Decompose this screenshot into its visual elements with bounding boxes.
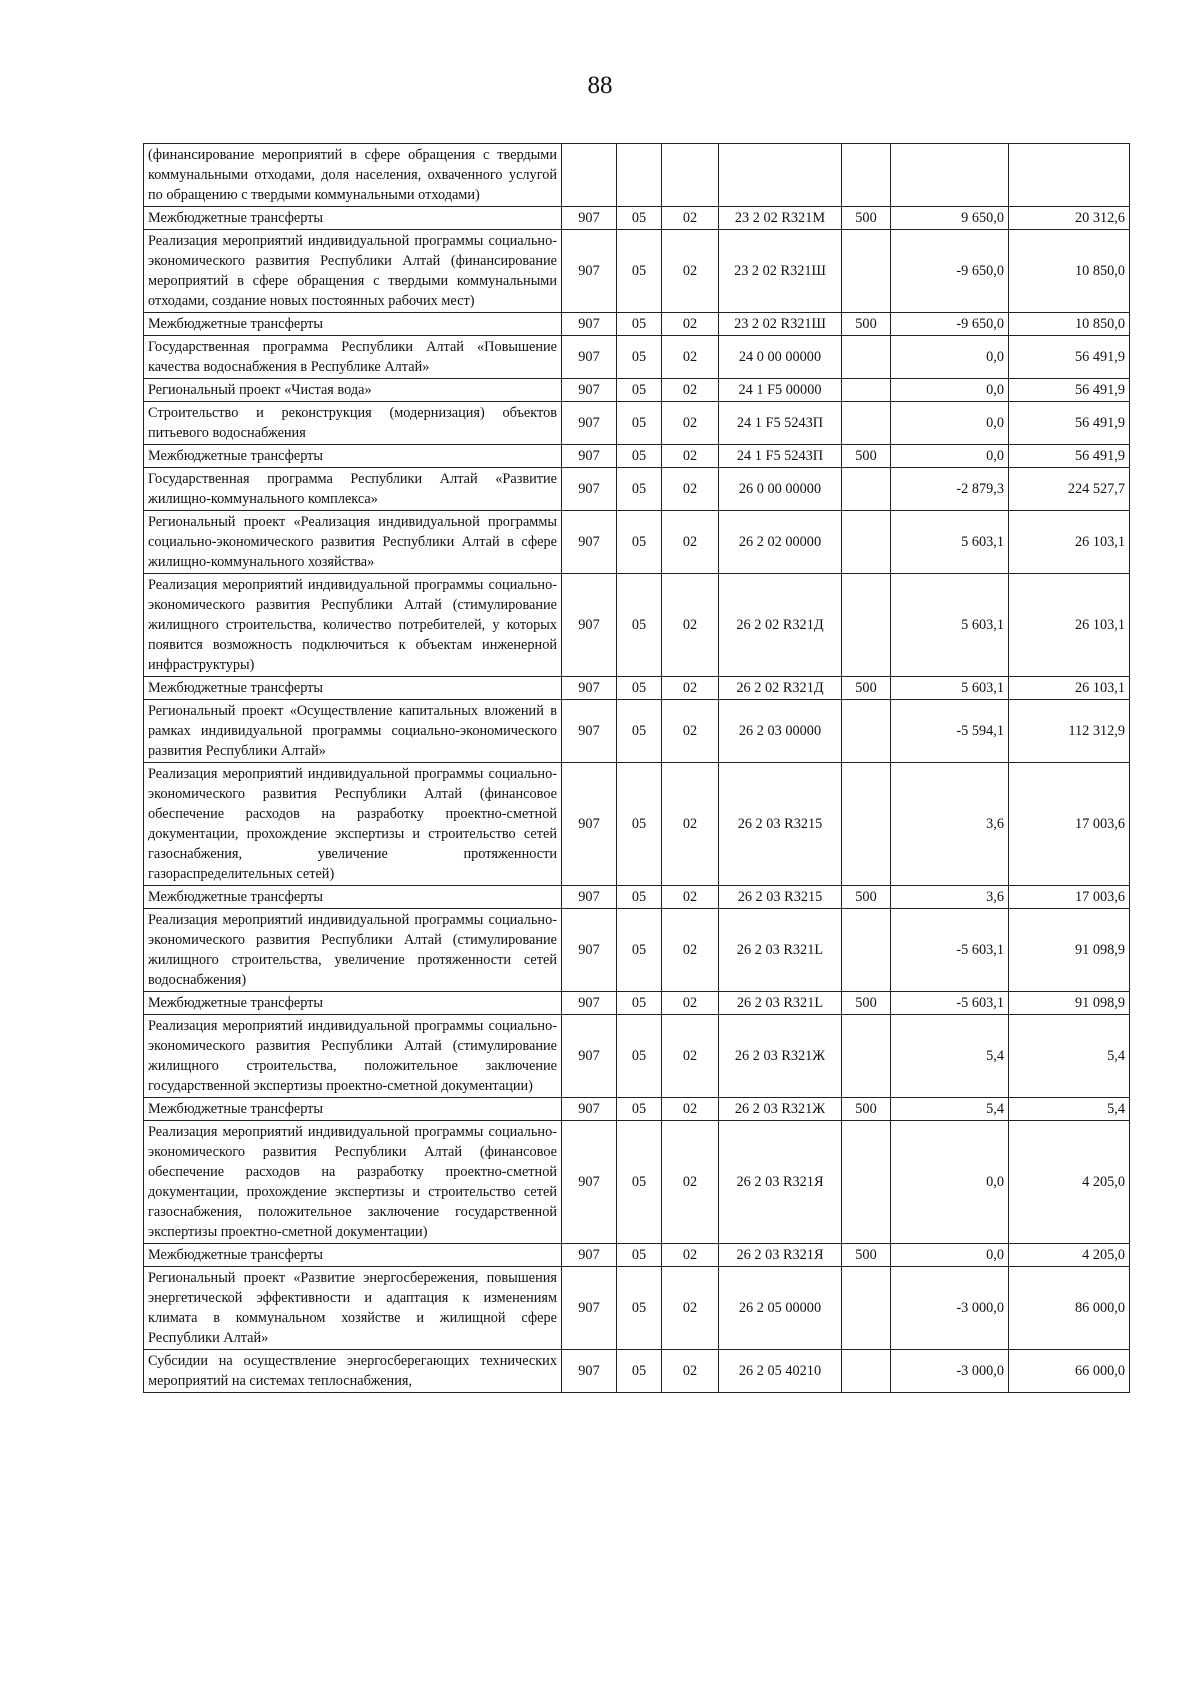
total-amount-cell: 86 000,0: [1009, 1267, 1130, 1350]
change-amount-cell: -9 650,0: [891, 313, 1009, 336]
expense-type-cell: [842, 379, 891, 402]
total-amount-cell: 4 205,0: [1009, 1244, 1130, 1267]
change-amount-cell: -5 603,1: [891, 992, 1009, 1015]
change-amount-cell: 9 650,0: [891, 207, 1009, 230]
total-amount-cell: 17 003,6: [1009, 763, 1130, 886]
expense-type-cell: [842, 1121, 891, 1244]
change-amount-cell: -5 603,1: [891, 909, 1009, 992]
subsection-cell: 02: [662, 1244, 719, 1267]
expense-type-cell: 500: [842, 886, 891, 909]
subsection-cell: 02: [662, 445, 719, 468]
table-row: [144, 207, 1130, 230]
section-cell: 05: [617, 313, 662, 336]
subsection-cell: 02: [662, 336, 719, 379]
description-cell: Региональный проект «Реализация индивидуальной программы социально-экономического развития Республики Алтай в сфере жилищно-коммунального хозяйства»: [144, 511, 562, 574]
admin-code-cell: 907: [562, 1098, 617, 1121]
admin-code-cell: 907: [562, 313, 617, 336]
description-cell: Субсидии на осуществление энергосберегающих технических мероприятий на системах теплоснабжения,: [144, 1350, 562, 1393]
page-number: 88: [587, 72, 613, 99]
total-amount-cell: 26 103,1: [1009, 511, 1130, 574]
total-amount-cell: 20 312,6: [1009, 207, 1130, 230]
table-row: [144, 1098, 1130, 1121]
expense-type-cell: [842, 574, 891, 677]
admin-code-cell: 907: [562, 230, 617, 313]
target-article-cell: 23 2 02 R321М: [719, 207, 842, 230]
table-row: [144, 1267, 1130, 1350]
change-amount-cell: 5 603,1: [891, 574, 1009, 677]
description-cell: (финансирование мероприятий в сфере обращения с твердыми коммунальными отходами, доля населения, охваченного услугой по обращению с твердыми коммунальными отходами): [144, 144, 562, 207]
section-cell: 05: [617, 677, 662, 700]
target-article-cell: 26 2 02 00000: [719, 511, 842, 574]
total-amount-cell: 26 103,1: [1009, 574, 1130, 677]
table-row: [144, 379, 1130, 402]
subsection-cell: 02: [662, 230, 719, 313]
target-article-cell: 23 2 02 R321Ш: [719, 313, 842, 336]
expense-type-cell: 500: [842, 1098, 891, 1121]
admin-code-cell: 907: [562, 511, 617, 574]
section-cell: 05: [617, 909, 662, 992]
total-amount-cell: 56 491,9: [1009, 445, 1130, 468]
subsection-cell: 02: [662, 700, 719, 763]
admin-code-cell: 907: [562, 677, 617, 700]
change-amount-cell: 0,0: [891, 1244, 1009, 1267]
table-row: [144, 763, 1130, 886]
change-amount-cell: -5 594,1: [891, 700, 1009, 763]
table-row: [144, 1015, 1130, 1098]
subsection-cell: 02: [662, 886, 719, 909]
table-row: [144, 336, 1130, 379]
target-article-cell: 26 2 03 R321Я: [719, 1121, 842, 1244]
admin-code-cell: 907: [562, 574, 617, 677]
total-amount-cell: 56 491,9: [1009, 336, 1130, 379]
description-cell: Межбюджетные трансферты: [144, 886, 562, 909]
section-cell: 05: [617, 445, 662, 468]
admin-code-cell: 907: [562, 402, 617, 445]
subsection-cell: 02: [662, 379, 719, 402]
section-cell: 05: [617, 763, 662, 886]
admin-code-cell: 907: [562, 1121, 617, 1244]
admin-code-cell: 907: [562, 468, 617, 511]
expense-type-cell: [842, 336, 891, 379]
expense-type-cell: [842, 144, 891, 207]
section-cell: 05: [617, 1267, 662, 1350]
section-cell: 05: [617, 1244, 662, 1267]
target-article-cell: 26 2 03 R321L: [719, 909, 842, 992]
table-row: [144, 1350, 1130, 1393]
description-cell: Реализация мероприятий индивидуальной программы социально-экономического развития Республики Алтай (финансирование мероприятий в сфере обращения с твердыми коммунальными отходами, создание новых постоянных рабочих мест): [144, 230, 562, 313]
target-article-cell: 26 2 03 00000: [719, 700, 842, 763]
section-cell: 05: [617, 1015, 662, 1098]
description-cell: Региональный проект «Чистая вода»: [144, 379, 562, 402]
subsection-cell: 02: [662, 763, 719, 886]
description-cell: Реализация мероприятий индивидуальной программы социально-экономического развития Республики Алтай (финансовое обеспечение расходов на разработку проектно-сметной документации, прохождение экспертизы и строительство сетей газоснабжения, увеличение протяженности газораспределительных сетей): [144, 763, 562, 886]
section-cell: 05: [617, 336, 662, 379]
description-cell: Межбюджетные трансферты: [144, 445, 562, 468]
change-amount-cell: -9 650,0: [891, 230, 1009, 313]
total-amount-cell: 5,4: [1009, 1098, 1130, 1121]
section-cell: 05: [617, 1098, 662, 1121]
table-row: [144, 230, 1130, 313]
admin-code-cell: 907: [562, 1267, 617, 1350]
expense-type-cell: 500: [842, 1244, 891, 1267]
section-cell: 05: [617, 1121, 662, 1244]
change-amount-cell: 3,6: [891, 763, 1009, 886]
expense-type-cell: [842, 700, 891, 763]
section-cell: 05: [617, 700, 662, 763]
target-article-cell: 26 2 05 40210: [719, 1350, 842, 1393]
admin-code-cell: 907: [562, 763, 617, 886]
total-amount-cell: 91 098,9: [1009, 909, 1130, 992]
target-article-cell: 26 2 03 R321L: [719, 992, 842, 1015]
admin-code-cell: 907: [562, 992, 617, 1015]
table-row: [144, 445, 1130, 468]
description-cell: Государственная программа Республики Алтай «Развитие жилищно-коммунального комплекса»: [144, 468, 562, 511]
expense-type-cell: [842, 909, 891, 992]
section-cell: 05: [617, 402, 662, 445]
expense-type-cell: 500: [842, 207, 891, 230]
expense-type-cell: 500: [842, 992, 891, 1015]
table-row: [144, 886, 1130, 909]
subsection-cell: 02: [662, 511, 719, 574]
total-amount-cell: 91 098,9: [1009, 992, 1130, 1015]
subsection-cell: 02: [662, 1267, 719, 1350]
expense-type-cell: [842, 763, 891, 886]
total-amount-cell: 5,4: [1009, 1015, 1130, 1098]
subsection-cell: 02: [662, 402, 719, 445]
table-row: [144, 700, 1130, 763]
description-cell: Реализация мероприятий индивидуальной программы социально-экономического развития Республики Алтай (стимулирование жилищного строительства, увеличение протяженности сетей водоснабжения): [144, 909, 562, 992]
total-amount-cell: [1009, 144, 1130, 207]
section-cell: 05: [617, 886, 662, 909]
admin-code-cell: 907: [562, 886, 617, 909]
subsection-cell: 02: [662, 468, 719, 511]
total-amount-cell: 224 527,7: [1009, 468, 1130, 511]
admin-code-cell: 907: [562, 909, 617, 992]
target-article-cell: 24 1 F5 5243П: [719, 445, 842, 468]
description-cell: Реализация мероприятий индивидуальной программы социально-экономического развития Республики Алтай (финансовое обеспечение расходов на разработку проектно-сметной документации, прохождение экспертизы и строительство сетей газоснабжения, положительное заключение государственной экспертизы проектно-сметной документации): [144, 1121, 562, 1244]
target-article-cell: 24 1 F5 00000: [719, 379, 842, 402]
section-cell: 05: [617, 992, 662, 1015]
change-amount-cell: 0,0: [891, 379, 1009, 402]
description-cell: Межбюджетные трансферты: [144, 207, 562, 230]
section-cell: 05: [617, 574, 662, 677]
description-cell: Межбюджетные трансферты: [144, 992, 562, 1015]
expense-type-cell: [842, 511, 891, 574]
target-article-cell: 26 2 02 R321Д: [719, 574, 842, 677]
total-amount-cell: 10 850,0: [1009, 313, 1130, 336]
target-article-cell: 26 2 03 R3215: [719, 886, 842, 909]
admin-code-cell: 907: [562, 207, 617, 230]
section-cell: 05: [617, 230, 662, 313]
description-cell: Реализация мероприятий индивидуальной программы социально-экономического развития Республики Алтай (стимулирование жилищного строительства, положительное заключение государственной экспертизы проектно-сметной документации): [144, 1015, 562, 1098]
table-row: [144, 1121, 1130, 1244]
change-amount-cell: -3 000,0: [891, 1267, 1009, 1350]
expense-type-cell: [842, 468, 891, 511]
admin-code-cell: 907: [562, 1350, 617, 1393]
admin-code-cell: 907: [562, 379, 617, 402]
description-cell: Региональный проект «Осуществление капитальных вложений в рамках индивидуальной программы социально-экономического развития Республики Алтай»: [144, 700, 562, 763]
section-cell: 05: [617, 1350, 662, 1393]
change-amount-cell: 5 603,1: [891, 677, 1009, 700]
expense-type-cell: [842, 230, 891, 313]
table-row: [144, 992, 1130, 1015]
change-amount-cell: 0,0: [891, 336, 1009, 379]
table-row: [144, 909, 1130, 992]
change-amount-cell: 0,0: [891, 402, 1009, 445]
table-body: [144, 144, 1130, 1393]
expense-type-cell: 500: [842, 313, 891, 336]
change-amount-cell: 5,4: [891, 1015, 1009, 1098]
expense-type-cell: [842, 402, 891, 445]
table-row: [144, 511, 1130, 574]
change-amount-cell: -2 879,3: [891, 468, 1009, 511]
subsection-cell: 02: [662, 1015, 719, 1098]
target-article-cell: 26 0 00 00000: [719, 468, 842, 511]
description-cell: Межбюджетные трансферты: [144, 1244, 562, 1267]
subsection-cell: 02: [662, 574, 719, 677]
target-article-cell: 24 0 00 00000: [719, 336, 842, 379]
admin-code-cell: 907: [562, 700, 617, 763]
expense-type-cell: [842, 1350, 891, 1393]
description-cell: Реализация мероприятий индивидуальной программы социально-экономического развития Республики Алтай (стимулирование жилищного строительства, количество потребителей, у которых появится возможность подключиться к объектам инженерной инфраструктуры): [144, 574, 562, 677]
total-amount-cell: 66 000,0: [1009, 1350, 1130, 1393]
table-row: [144, 468, 1130, 511]
total-amount-cell: 112 312,9: [1009, 700, 1130, 763]
subsection-cell: 02: [662, 677, 719, 700]
admin-code-cell: 907: [562, 336, 617, 379]
section-cell: [617, 144, 662, 207]
section-cell: 05: [617, 511, 662, 574]
expense-type-cell: 500: [842, 677, 891, 700]
section-cell: 05: [617, 207, 662, 230]
total-amount-cell: 10 850,0: [1009, 230, 1130, 313]
section-cell: 05: [617, 379, 662, 402]
change-amount-cell: -3 000,0: [891, 1350, 1009, 1393]
subsection-cell: [662, 144, 719, 207]
total-amount-cell: 56 491,9: [1009, 379, 1130, 402]
target-article-cell: 26 2 03 R321Я: [719, 1244, 842, 1267]
target-article-cell: 26 2 03 R3215: [719, 763, 842, 886]
target-article-cell: 24 1 F5 5243П: [719, 402, 842, 445]
expense-type-cell: 500: [842, 445, 891, 468]
total-amount-cell: 17 003,6: [1009, 886, 1130, 909]
description-cell: Региональный проект «Развитие энергосбережения, повышения энергетической эффективности и адаптация к изменениям климата в коммунальном хозяйстве и жилищной сфере Республики Алтай»: [144, 1267, 562, 1350]
table-row: [144, 574, 1130, 677]
subsection-cell: 02: [662, 1121, 719, 1244]
total-amount-cell: 26 103,1: [1009, 677, 1130, 700]
target-article-cell: 26 2 02 R321Д: [719, 677, 842, 700]
target-article-cell: 23 2 02 R321Ш: [719, 230, 842, 313]
description-cell: Государственная программа Республики Алтай «Повышение качества водоснабжения в Республике Алтай»: [144, 336, 562, 379]
subsection-cell: 02: [662, 1350, 719, 1393]
expense-type-cell: [842, 1015, 891, 1098]
table-row: [144, 677, 1130, 700]
total-amount-cell: 4 205,0: [1009, 1121, 1130, 1244]
description-cell: Межбюджетные трансферты: [144, 1098, 562, 1121]
table-row: [144, 402, 1130, 445]
expense-type-cell: [842, 1267, 891, 1350]
description-cell: Межбюджетные трансферты: [144, 313, 562, 336]
target-article-cell: 26 2 03 R321Ж: [719, 1098, 842, 1121]
subsection-cell: 02: [662, 1098, 719, 1121]
admin-code-cell: 907: [562, 1244, 617, 1267]
description-cell: Строительство и реконструкция (модернизация) объектов питьевого водоснабжения: [144, 402, 562, 445]
budget-table: [143, 143, 1130, 1393]
target-article-cell: 26 2 05 00000: [719, 1267, 842, 1350]
table-row: [144, 1244, 1130, 1267]
change-amount-cell: 5,4: [891, 1098, 1009, 1121]
subsection-cell: 02: [662, 313, 719, 336]
total-amount-cell: 56 491,9: [1009, 402, 1130, 445]
target-article-cell: [719, 144, 842, 207]
subsection-cell: 02: [662, 992, 719, 1015]
description-cell: Межбюджетные трансферты: [144, 677, 562, 700]
change-amount-cell: 3,6: [891, 886, 1009, 909]
admin-code-cell: 907: [562, 445, 617, 468]
change-amount-cell: [891, 144, 1009, 207]
section-cell: 05: [617, 468, 662, 511]
admin-code-cell: [562, 144, 617, 207]
change-amount-cell: 5 603,1: [891, 511, 1009, 574]
admin-code-cell: 907: [562, 1015, 617, 1098]
table-row: [144, 313, 1130, 336]
subsection-cell: 02: [662, 909, 719, 992]
change-amount-cell: 0,0: [891, 1121, 1009, 1244]
target-article-cell: 26 2 03 R321Ж: [719, 1015, 842, 1098]
change-amount-cell: 0,0: [891, 445, 1009, 468]
table-row: [144, 144, 1130, 207]
subsection-cell: 02: [662, 207, 719, 230]
